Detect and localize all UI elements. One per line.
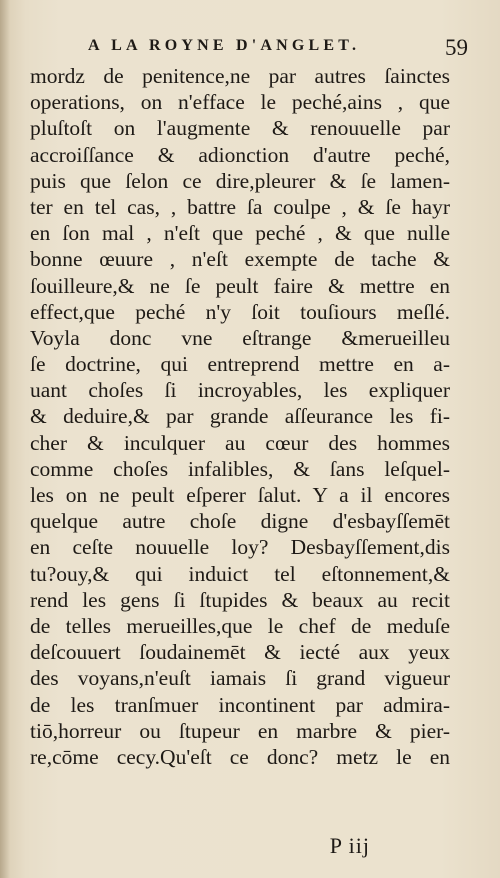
text-line: comme choſes infalibles, & ſans leſquel- bbox=[30, 456, 450, 481]
text-line: effect,que peché n'y ſoit touſiours meſlé. bbox=[30, 299, 450, 324]
text-line: tu?ouy,& qui induict tel eſtonnement,& bbox=[30, 561, 450, 586]
signature-mark: P iij bbox=[329, 833, 370, 858]
text-line: deſcouuert ſoudainemēt & iecté aux yeux bbox=[30, 640, 450, 665]
body-text bbox=[30, 63, 450, 770]
text-line: en ceſte nouuelle loy? Desbayſſement,dis bbox=[30, 535, 450, 560]
text-line: accroiſſance & adionction d'autre peché, bbox=[30, 142, 450, 167]
text-line: bonne œuure , n'eſt exempte de tache & bbox=[30, 247, 450, 272]
text-line: les on ne peult eſperer ſalut. Y a il encores bbox=[30, 483, 450, 507]
text-line: & deduire,& par grande aſſeurance les fi- bbox=[30, 404, 450, 429]
text-line: ſe doctrine, qui entreprend mettre en a- bbox=[30, 352, 450, 377]
text-line: puis que ſelon ce dire,pleurer & ſe lamen- bbox=[30, 168, 450, 193]
text-line: ſouilleure,& ne ſe peult faire & mettre en bbox=[30, 273, 450, 298]
text-line: de les tranſmuer incontinent par admira- bbox=[30, 692, 450, 717]
text-line: mordz de penitence,ne par autres ſainctes bbox=[30, 64, 450, 88]
gutter-shadow bbox=[0, 0, 10, 878]
page-number: 59 bbox=[445, 35, 468, 60]
running-title: A LA ROYNE D'ANGLET. bbox=[88, 37, 361, 54]
text-line: Voyla donc vne eſtrange &merueilleu bbox=[30, 325, 450, 350]
text-line: des voyans,n'euſt iamais ſi grand vigueur bbox=[30, 666, 450, 691]
text-line: quelque autre choſe digne d'esbayſſemēt bbox=[30, 509, 450, 534]
text-line: ter en tel cas, , battre ſa coulpe , & ſe hayr bbox=[30, 194, 450, 219]
text-line: en ſon mal , n'eſt que peché , & que nulle bbox=[30, 221, 450, 246]
text-line: de telles merueilles,que le chef de meduſe bbox=[30, 613, 450, 638]
text-line: operations, on n'efface le peché,ains , que bbox=[30, 90, 450, 115]
text-line: cher & inculquer au cœur des hommes bbox=[30, 430, 450, 455]
text-line: rend les gens ſi ſtupides & beaux au recit bbox=[30, 587, 450, 612]
text-line: tiō,horreur ou ſtupeur en marbre & pier- bbox=[30, 718, 450, 743]
text-line: re,cōme cecy.Qu'eſt ce donc? metz le en bbox=[30, 744, 450, 769]
text-line: pluſtoſt on l'augmente & renouuelle par bbox=[30, 116, 450, 141]
text-line: uant choſes ſi incroyables, les expliquer bbox=[30, 378, 450, 403]
